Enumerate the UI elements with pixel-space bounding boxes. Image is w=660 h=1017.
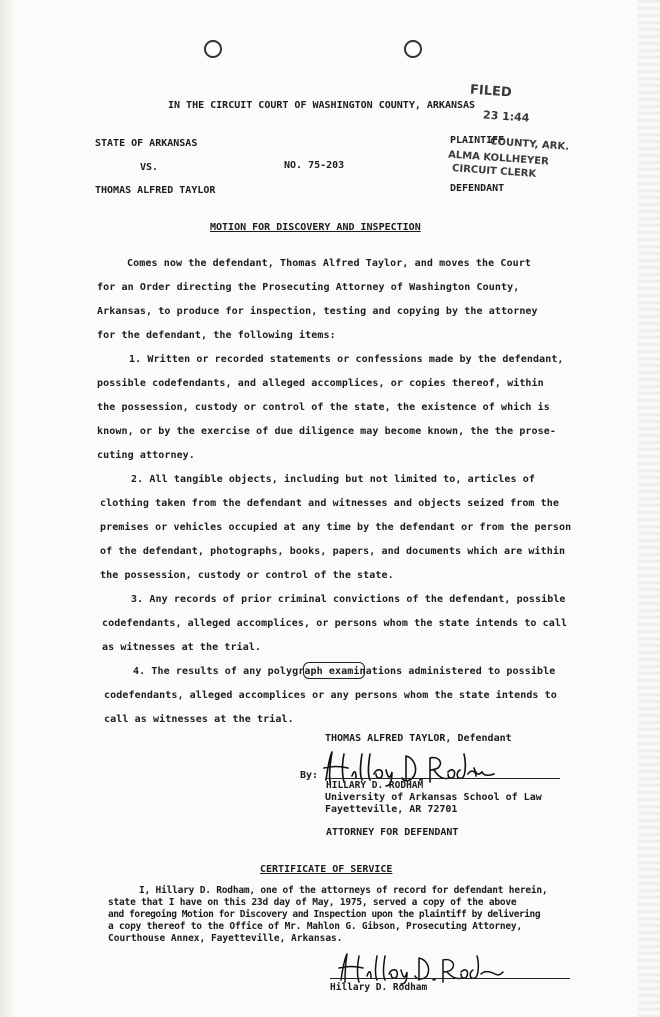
item-2-line: of the defendant, photographs, books, papers, and documents which are within [100, 546, 566, 557]
certificate-line: a copy thereof to the Office of Mr. Mahlon G. Gibson, Prosecuting Attorney, [108, 921, 522, 932]
punch-hole-left [204, 40, 222, 58]
court-heading: IN THE CIRCUIT COURT OF WASHINGTON COUNTY, ARKANSAS [168, 100, 476, 111]
item-2-line: clothing taken from the defendant and witnesses and objects seized from the [100, 498, 560, 509]
case-number: NO. 75-203 [284, 160, 345, 171]
certificate-line: state that I have on this 23d day of May, 1975, served a copy of the above [108, 897, 517, 908]
item-4-line: codefendants, alleged accomplices or any persons whom the state intends to [104, 690, 557, 701]
signature-line [325, 778, 560, 779]
item-2-line: premises or vehicles occupied at any time by the defendant or from the person [100, 522, 572, 533]
item-2-line: the possession, custody or control of the state. [100, 570, 394, 581]
item-1-line: the possession, custody or control of the state, the existence of which is [97, 402, 550, 413]
item-4-line: 4. The results of any polygraph examinations administered to possible [133, 666, 556, 677]
certificate-signature-line [330, 978, 570, 979]
item-3-line: codefendants, alleged accomplices, or persons whom the state intends to call [102, 618, 568, 629]
polygraph-circle-mark [303, 662, 365, 679]
certificate-line: and foregoing Motion for Discovery and Inspection upon the plaintiff by delivering [108, 909, 541, 920]
item-3-line: as witnesses at the trial. [102, 642, 262, 653]
certificate-heading: CERTIFICATE OF SERVICE [260, 864, 393, 875]
filed-stamp: FILED [469, 82, 513, 101]
attorney-affiliation: University of Arkansas School of Law [325, 792, 542, 803]
certificate-signature [335, 950, 505, 986]
filed-stamp-datetime: 23 1:44 [482, 108, 530, 125]
filed-stamp-county: COUNTY, ARK. [489, 136, 570, 153]
intro-line: for an Order directing the Prosecuting Attorney of Washington County, [97, 282, 520, 293]
intro-line: for the defendant, the following items: [97, 330, 336, 341]
item-3-line: 3. Any records of prior criminal convictions of the defendant, possible [131, 594, 566, 605]
item-1-line: possible codefendants, and alleged accomplices, or copies thereof, within [97, 378, 544, 389]
item-4-line: call as witnesses at the trial. [104, 714, 294, 725]
filed-stamp-clerk-title: CIRCUIT CLERK [451, 163, 537, 180]
motion-title: MOTION FOR DISCOVERY AND INSPECTION [210, 222, 421, 233]
scan-edge-left [0, 0, 14, 1017]
attorney-address: Fayetteville, AR 72701 [325, 804, 458, 815]
by-label: By: [300, 770, 319, 781]
signing-party: THOMAS ALFRED TAYLOR, Defendant [325, 733, 512, 744]
plaintiff-name: STATE OF ARKANSAS [95, 138, 198, 149]
plaintiff-label: PLAINTIFF [450, 135, 505, 146]
filed-stamp-clerk-name: ALMA KOLLHEYER [447, 149, 550, 168]
intro-line: Comes now the defendant, Thomas Alfred Taylor, and moves the Court [127, 258, 531, 269]
item-2-line: 2. All tangible objects, including but not limited to, articles of [131, 474, 535, 485]
item-1-line: 1. Written or recorded statements or confessions made by the defendant, [129, 354, 564, 365]
certificate-line: Courthouse Annex, Fayetteville, Arkansas. [108, 933, 343, 944]
punch-hole-right [404, 40, 422, 58]
attorney-role: ATTORNEY FOR DEFENDANT [326, 827, 459, 838]
defendant-name: THOMAS ALFRED TAYLOR [95, 185, 216, 196]
item-1-line: cuting attorney. [97, 450, 195, 461]
item-1-line: known, or by the exercise of due diligence may become known, the the prose- [97, 426, 557, 437]
versus: VS. [140, 162, 159, 173]
intro-line: Arkansas, to produce for inspection, testing and copying by the attorney [97, 306, 538, 317]
defendant-label: DEFENDANT [450, 183, 505, 194]
certificate-line: I, Hillary D. Rodham, one of the attorneys of record for defendant herein, [139, 885, 548, 896]
scan-edge-right [638, 0, 660, 1017]
attorney-name: HILLARY D. RODHAM [326, 780, 424, 791]
certificate-signer-name: Hillary D. Rodham [330, 982, 428, 993]
